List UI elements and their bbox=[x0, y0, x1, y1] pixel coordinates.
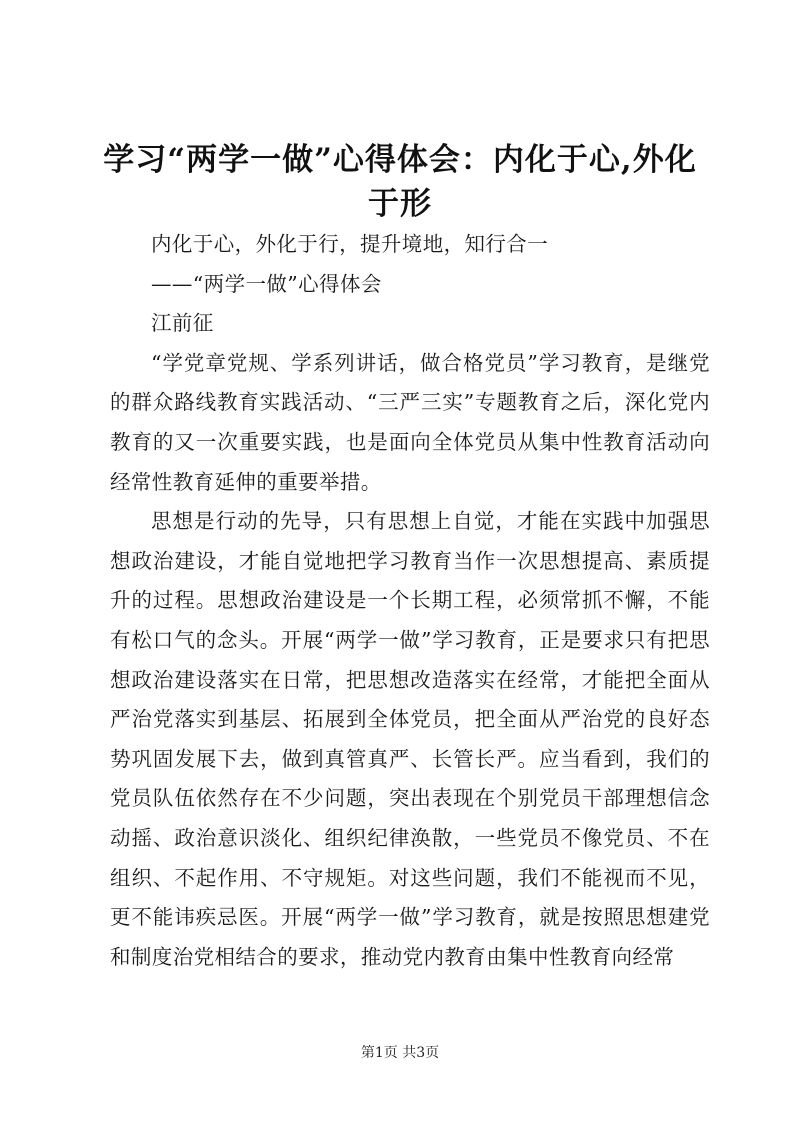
body-paragraph: 思想是行动的先导，只有思想上自觉，才能在实践中加强思想政治建设，才能自觉地把学习教育当作一次思想提高、素质提升的过程。思想政治建设是一个长期工程，必须常抓不懈，不能有松口气的念头。开展“两学一做”学习教育，正是要求只有把思想政治建设落实在日常，把思想改造落实在经常，才能把全面从严治党落实到基层、拓展到全体党员，把全面从严治党的良好态势巩固发展下去，做到真管真严、长管长严。应当看到，我们的党员队伍依然存在不少问题，突出表现在个别党员干部理想信念动摇、政治意识淡化、组织纪律涣散，一些党员不像党员、不在组织、不起作用、不守规矩。对这些问题，我们不能视而不见，更不能讳疾忌医。开展“两学一做”学习教育，就是按照思想建党和制度治党相结合的要求，推动党内教育由集中性教育向经常 bbox=[110, 509, 710, 969]
document-body bbox=[110, 225, 710, 977]
author-name: 江前征 bbox=[151, 311, 214, 336]
document-title: 学习“两学一做”心得体会：内化于心,外化于形 bbox=[103, 142, 697, 222]
subtitle-line: 内化于心，外化于行，提升境地，知行合一 bbox=[151, 232, 549, 256]
body-paragraph: “学党章党规、学系列讲话，做合格党员”学习教育，是继党的群众路线教育实践活动、“三严三实”专题教育之后，深化党内教育的又一次重要实践，也是面向全体党员从集中性教育活动向经常性教育延伸的重要举措。 bbox=[110, 350, 710, 494]
subtitle-dash-line: ——“两学一做”心得体会 bbox=[151, 271, 382, 296]
page-footer: 第1页 共3页 bbox=[360, 1045, 440, 1061]
